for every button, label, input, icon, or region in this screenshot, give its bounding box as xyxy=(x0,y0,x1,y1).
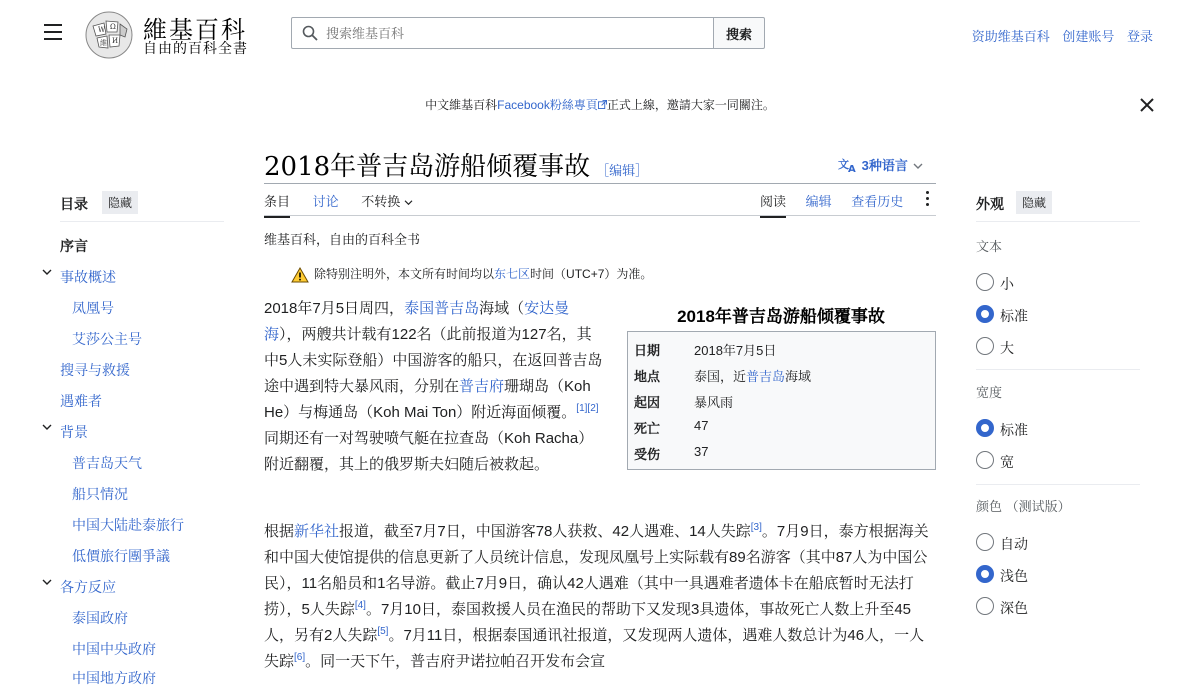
phuket-link[interactable]: 泰国普吉岛 xyxy=(404,300,480,317)
infobox-key: 死亡 xyxy=(634,421,661,436)
color-dark-radio[interactable] xyxy=(976,597,994,615)
svg-text:W: W xyxy=(98,26,106,34)
page-title-text: 2018年普吉岛游船倾覆事故 xyxy=(264,152,591,182)
andaman-sea-link[interactable]: 安达曼海 xyxy=(264,300,570,343)
login-link[interactable]: 登录 xyxy=(1126,29,1153,44)
reference-link[interactable]: [6] xyxy=(294,652,306,663)
infobox-value-text: 泰国，近 xyxy=(694,369,747,384)
toc-item[interactable]: 普吉岛天气 xyxy=(72,455,142,471)
color-label: 颜色 （测试版） xyxy=(976,499,1071,514)
text-run: 报道，截至7月7日，中国游客78人获救、42人遇难、14人失踪 xyxy=(339,523,751,540)
radio-label: 标准 xyxy=(1000,422,1028,438)
text-run: 。7月10日，泰国救援人员在渔民的帮助下又发现3具遗体，事故死亡人数上升至45人，另有2人失踪 xyxy=(264,601,912,644)
svg-text:文: 文 xyxy=(838,158,849,171)
toc-item[interactable]: 中国大陆赴泰旅行 xyxy=(72,517,184,533)
radio-label: 深色 xyxy=(1000,600,1028,616)
radio-label: 浅色 xyxy=(1000,568,1028,584)
toc-item[interactable]: 艾莎公主号 xyxy=(72,331,142,347)
site-header xyxy=(0,0,1200,68)
close-banner-icon[interactable] xyxy=(1139,97,1155,113)
radio-label: 大 xyxy=(1000,340,1014,356)
main-menu-icon[interactable] xyxy=(44,24,64,42)
width-label: 宽度 xyxy=(976,385,1003,400)
infobox-value: 47 xyxy=(694,418,709,433)
tab-article[interactable]: 条目 xyxy=(264,191,290,218)
search-button[interactable]: 搜索 xyxy=(713,17,765,49)
language-count: 3种语言 xyxy=(861,158,908,173)
notice-text-b: 时间（UTC+7）为准。 xyxy=(530,267,653,281)
text-run: 同期还有一对驾驶喷气艇在拉查岛（Koh Racha）附近翻覆，其上的俄罗斯夫妇随后被救起。 xyxy=(264,430,594,473)
toc-item-intro[interactable]: 序言 xyxy=(60,238,88,254)
width-wide-radio[interactable] xyxy=(976,451,994,469)
lead-paragraph xyxy=(264,296,604,478)
text-size-small-radio[interactable] xyxy=(976,273,994,291)
reference-link[interactable]: [5] xyxy=(377,626,389,637)
search-box xyxy=(291,17,714,49)
xinhua-link[interactable]: 新华社 xyxy=(294,523,340,540)
color-light-radio[interactable] xyxy=(976,565,994,583)
width-standard-radio[interactable] xyxy=(976,419,994,437)
text-size-label: 文本 xyxy=(976,239,1003,254)
toc-item[interactable]: 泰国政府 xyxy=(72,610,128,626)
tabs-divider xyxy=(264,215,936,216)
facebook-link[interactable]: Facebook粉絲專頁 xyxy=(497,98,598,112)
text-run: ），两艘共计载有122名（此前报道为127名，其中5人未实际登船）中国游客的船只，在返回普吉岛途中遇到特大暴风雨，分别在 xyxy=(264,326,603,395)
tab-read[interactable]: 阅读 xyxy=(760,191,786,218)
infobox-value xyxy=(694,366,811,385)
infobox-key: 日期 xyxy=(634,343,661,358)
appearance-hide-button[interactable]: 隐藏 xyxy=(1016,191,1052,214)
radio-label: 标准 xyxy=(1000,308,1028,324)
text-size-large-radio[interactable] xyxy=(976,337,994,355)
chevron-down-icon[interactable] xyxy=(42,268,52,276)
language-button[interactable] xyxy=(838,155,923,174)
toc-divider xyxy=(60,221,224,222)
toc-item[interactable]: 低價旅行團爭議 xyxy=(72,548,170,564)
infobox-value: 2018年7月5日 xyxy=(694,343,777,358)
toc-item[interactable]: 搜寻与救援 xyxy=(60,362,130,378)
radio-label: 自动 xyxy=(1000,536,1028,552)
reference-link[interactable]: [3] xyxy=(750,522,762,533)
page-title xyxy=(264,146,648,183)
infobox-value-text: 海域 xyxy=(785,369,812,384)
external-link-icon xyxy=(598,100,607,109)
logo-wordmark[interactable]: 維基百科 xyxy=(143,16,247,44)
appearance-heading: 外观 xyxy=(976,196,1004,212)
text-run: 。7月9日，泰方根据海关和中国大使馆提供的信息更新了人员统计信息，发现凤凰号上实际载有89名游客（其中87人为中国公民），11名船员和1名导游。截止7月9日，确认42人遇难（其中一具遇难者遗体卡在船底暂时无法打捞），5人失踪 xyxy=(264,523,929,618)
translate-icon xyxy=(838,157,858,173)
more-actions-icon[interactable] xyxy=(925,191,931,209)
infobox xyxy=(627,331,936,470)
toc-item[interactable]: 凤凰号 xyxy=(72,300,114,316)
radio-label: 小 xyxy=(1000,276,1014,292)
search-icon xyxy=(302,25,318,41)
toc-item[interactable]: 中国中央政府 xyxy=(72,641,156,657)
view-tabs xyxy=(760,191,919,218)
appearance-divider xyxy=(976,369,1140,370)
text-run: 珊瑚岛（Koh He）与梅通岛（Koh Mai Ton）附近海面倾覆。 xyxy=(264,378,591,421)
title-divider xyxy=(264,183,936,184)
tab-talk[interactable]: 讨论 xyxy=(312,194,339,209)
svg-text:A: A xyxy=(848,164,856,175)
phuket-province-link[interactable]: 普吉府 xyxy=(459,378,505,395)
phuket-island-link[interactable]: 普吉岛 xyxy=(746,369,786,384)
create-account-link[interactable]: 创建账号 xyxy=(1062,29,1115,44)
donate-link[interactable]: 资助维基百科 xyxy=(971,29,1050,44)
notice-text-a: 除特别注明外，本文所有时间均以 xyxy=(314,267,495,281)
utc7-link[interactable]: 东七区 xyxy=(494,267,531,281)
text-run: 海域（ xyxy=(479,300,525,317)
banner-suffix: 正式上線，邀請大家一同關注。 xyxy=(606,98,775,112)
infobox-key: 受伤 xyxy=(634,447,661,462)
radio-label: 宽 xyxy=(1000,454,1014,470)
chevron-down-icon[interactable] xyxy=(42,578,52,586)
text-run: 。7月11日，根据泰国通讯社报道，又发现两人遗体，遇难人数总计为46人，一人失踪 xyxy=(264,627,925,670)
svg-text:И: И xyxy=(112,37,119,45)
svg-text:維: 維 xyxy=(100,39,107,47)
timezone-notice xyxy=(314,265,652,282)
search-input[interactable] xyxy=(326,23,696,43)
text-run: 2018年7月5日周四， xyxy=(264,300,405,317)
body-paragraph xyxy=(264,519,936,675)
toc-item[interactable]: 船只情况 xyxy=(72,486,128,502)
tab-history[interactable]: 查看历史 xyxy=(851,194,904,209)
appearance-divider xyxy=(976,484,1140,485)
appearance-divider xyxy=(976,221,1140,222)
infobox-key: 地点 xyxy=(634,369,661,384)
namespace-tabs xyxy=(264,191,432,218)
text-run: 根据 xyxy=(264,523,295,540)
text-size-standard-radio[interactable] xyxy=(976,305,994,323)
infobox-caption: 2018年普吉岛游船倾覆事故 xyxy=(677,307,885,326)
site-notice-banner xyxy=(0,96,1200,113)
site-sub: 维基百科，自由的百科全书 xyxy=(264,232,421,247)
wikipedia-globe-logo[interactable] xyxy=(84,10,134,60)
infobox-value: 暴风雨 xyxy=(694,395,734,410)
text-run: 。同一天下午，普吉府尹诺拉帕召开发布会宣 xyxy=(305,653,606,670)
infobox-key: 起因 xyxy=(634,395,661,410)
toc-item[interactable]: 事故概述 xyxy=(60,269,116,285)
toc-item[interactable]: 各方反应 xyxy=(60,579,116,595)
chevron-down-icon xyxy=(913,162,923,170)
warning-icon xyxy=(291,267,309,283)
toc-hide-button[interactable]: 隐藏 xyxy=(102,191,138,214)
user-links xyxy=(963,26,1153,45)
chevron-down-icon xyxy=(404,199,413,206)
reference-link[interactable]: [4] xyxy=(354,600,366,611)
toc-item[interactable]: 遇难者 xyxy=(60,393,102,409)
toc-heading: 目录 xyxy=(60,196,88,212)
title-edit-link[interactable]: ［编辑］ xyxy=(596,163,649,178)
infobox-value: 37 xyxy=(694,444,709,459)
toc-item[interactable]: 背景 xyxy=(60,424,88,440)
banner-prefix: 中文維基百科 xyxy=(425,98,498,112)
variant-label: 不转换 xyxy=(361,194,401,209)
color-auto-radio[interactable] xyxy=(976,533,994,551)
toc-item[interactable]: 中国地方政府 xyxy=(72,670,156,686)
logo-tagline: 自由的百科全書 xyxy=(143,40,248,56)
variant-dropdown[interactable] xyxy=(361,191,413,216)
tab-edit[interactable]: 编辑 xyxy=(805,194,832,209)
chevron-down-icon[interactable] xyxy=(42,423,52,431)
svg-text:Ω: Ω xyxy=(110,23,116,31)
reference-link[interactable]: [1][2] xyxy=(576,403,599,414)
